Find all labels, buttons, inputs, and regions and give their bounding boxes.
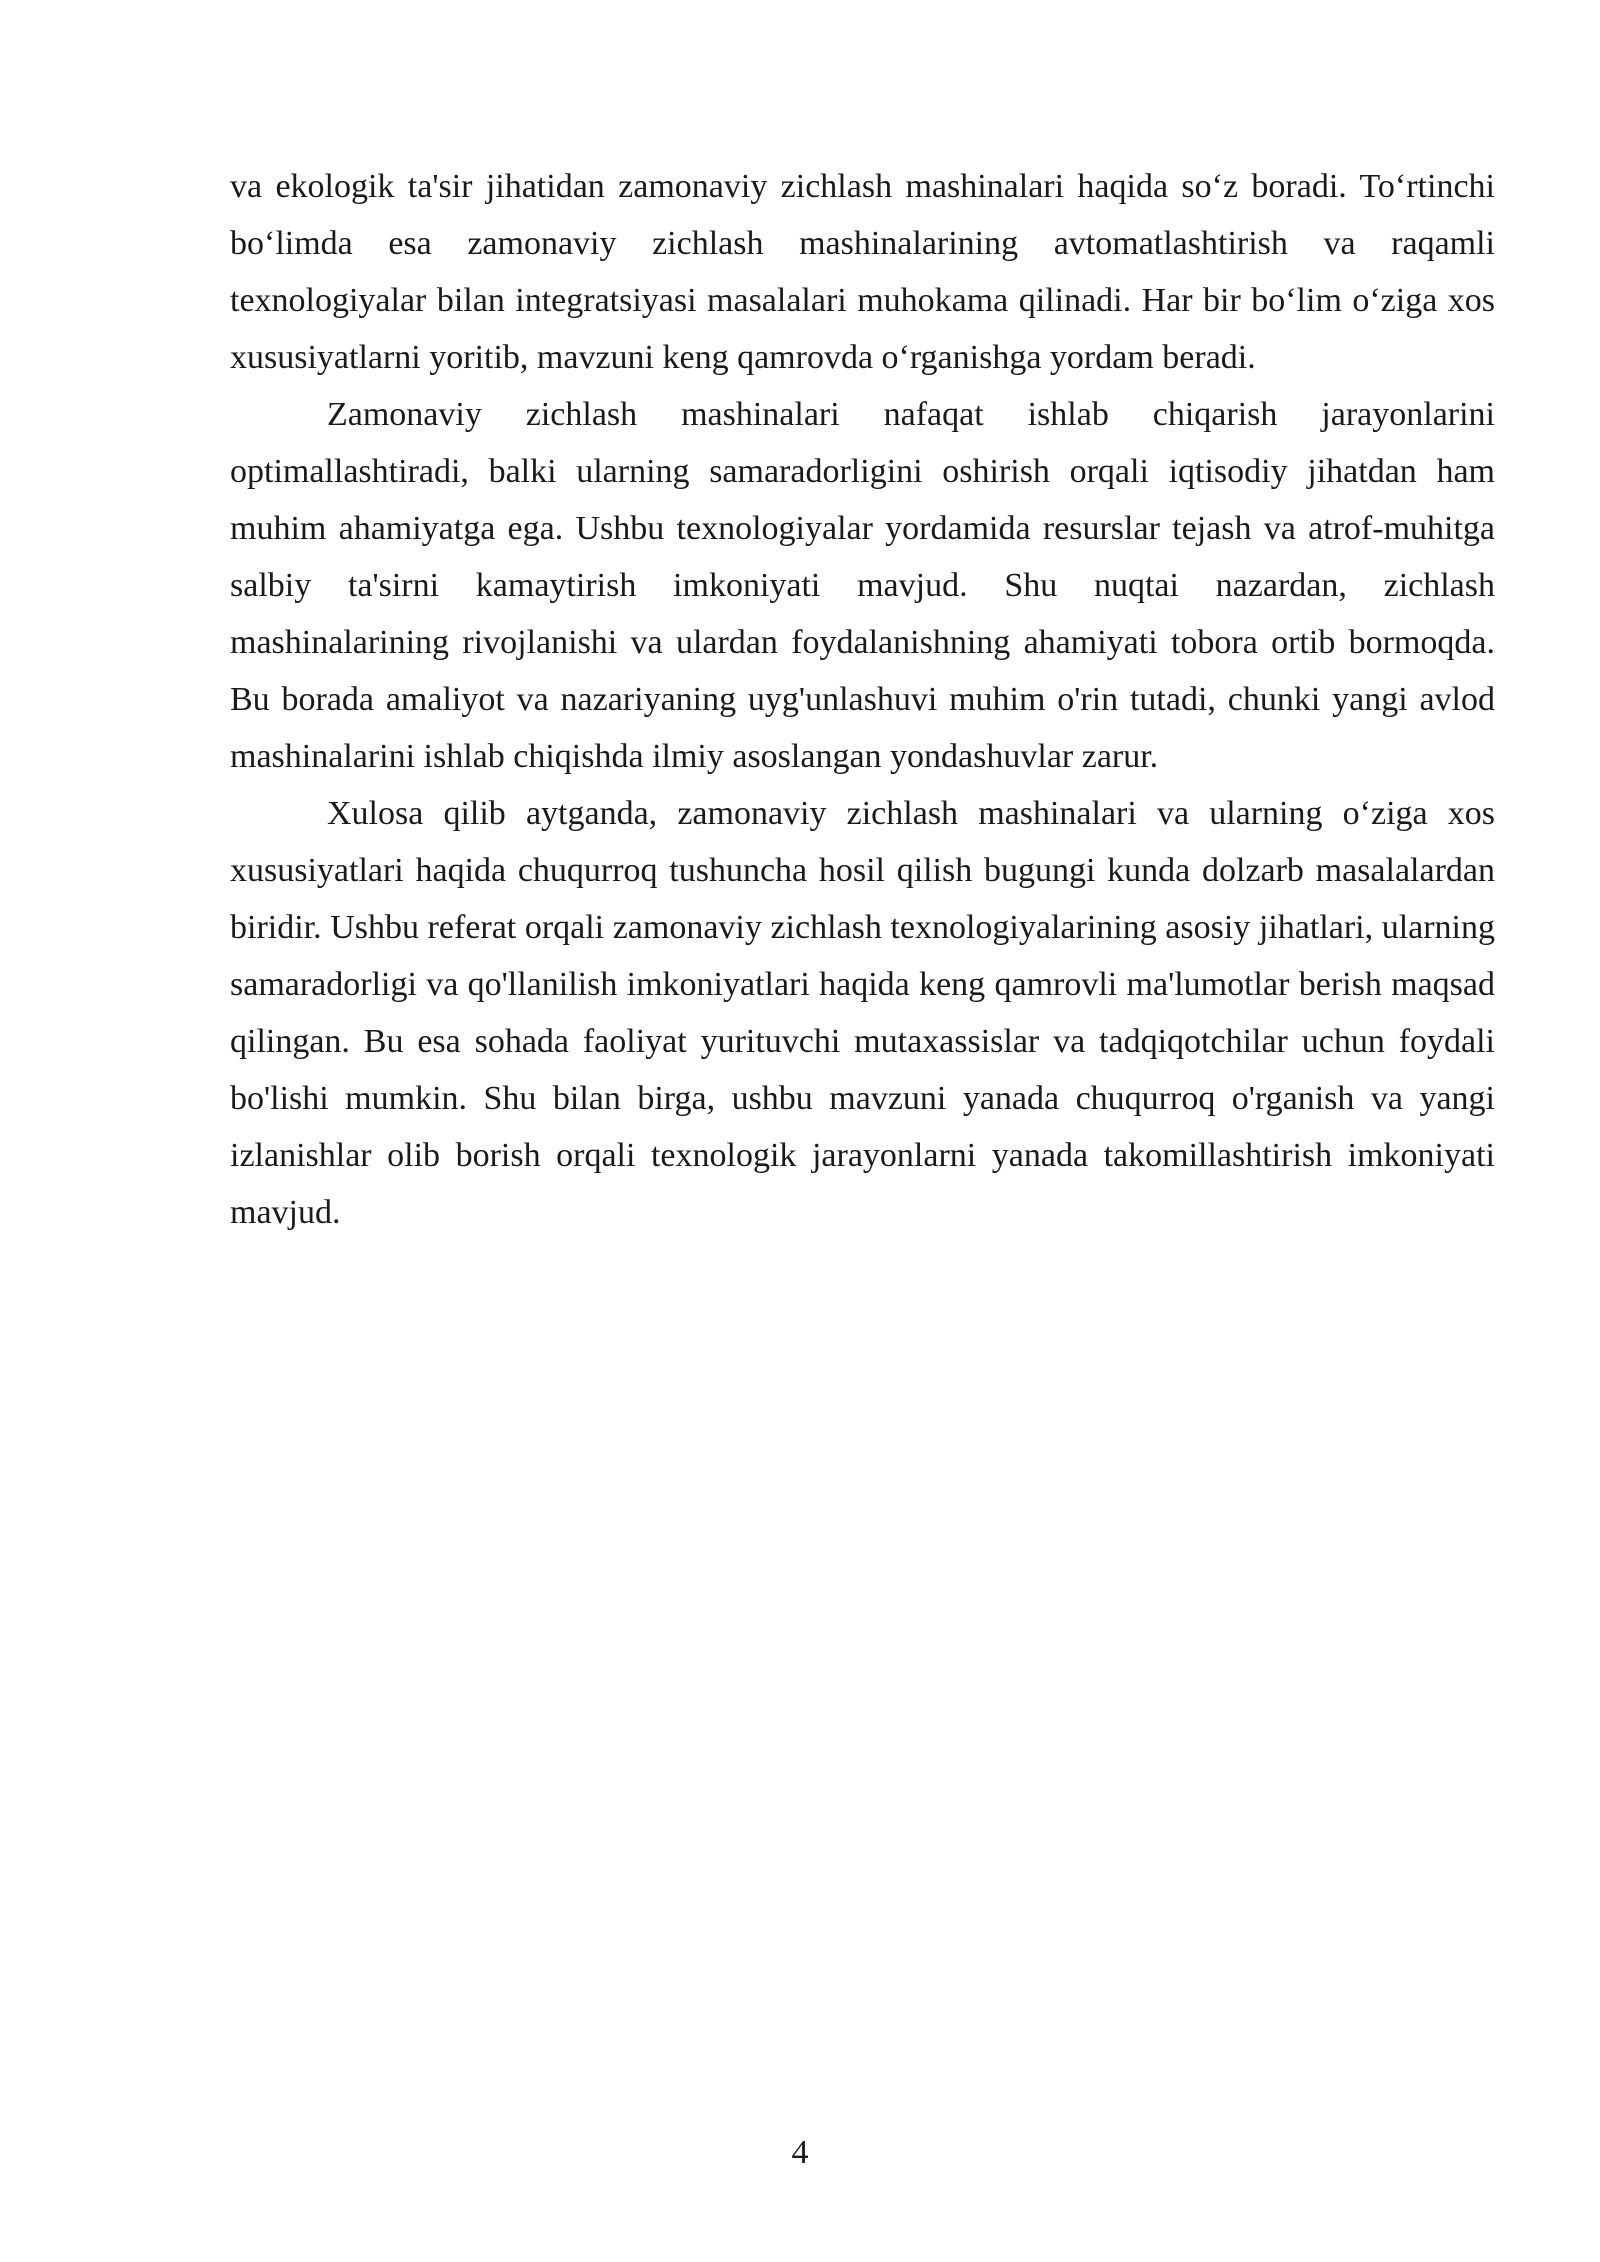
page-number: 4	[791, 2134, 809, 2171]
document-body	[230, 158, 1495, 1241]
paragraph-conclusion: Xulosa qilib aytganda, zamonaviy zichlash mashinalari va ularning o‘ziga xos xususiyatlari haqida chuqurroq tushuncha hosil qilish bugungi kunda dolzarb masalalardan biridir. Ushbu referat orqali zamonaviy zichlash texnologiyalarining asosiy jihatlari, ularning samaradorligi va qo'llanilish imkoniyatlari haqida keng qamrovli ma'lumotlar berish maqsad qilingan. Bu esa sohada faoliyat yurituvchi mutaxassislar va tadqiqotchilar uchun foydali bo'lishi mumkin. Shu bilan birga, ushbu mavzuni yanada chuqurroq o'rganish va yangi izlanishlar olib borish orqali texnologik jarayonlarni yanada takomillashtirish imkoniyati mavjud.	[230, 795, 1495, 1231]
paragraph-continuation: va ekologik ta'sir jihatidan zamonaviy zichlash mashinalari haqida so‘z boradi. To‘rtinchi bo‘limda esa zamonaviy zichlash mashinalarining avtomatlashtirish va raqamli texnologiyalar bilan integratsiyasi masalalari muhokama qilinadi. Har bir bo‘lim o‘ziga xos xususiyatlarni yoritib, mavzuni keng qamrovda o‘rganishga yordam beradi.	[230, 168, 1495, 376]
paragraph-significance: Zamonaviy zichlash mashinalari nafaqat ishlab chiqarish jarayonlarini optimallashtiradi, balki ularning samaradorligini oshirish orqali iqtisodiy jihatdan ham muhim ahamiyatga ega. Ushbu texnologiyalar yordamida resurslar tejash va atrof-muhitga salbiy ta'sirni kamaytirish imkoniyati mavjud. Shu nuqtai nazardan, zichlash mashinalarining rivojlanishi va ulardan foydalanishning ahamiyati tobora ortib bormoqda. Bu borada amaliyot va nazariyaning uyg'unlashuvi muhim o'rin tutadi, chunki yangi avlod mashinalarini ishlab chiqishda ilmiy asoslangan yondashuvlar zarur.	[230, 396, 1495, 775]
